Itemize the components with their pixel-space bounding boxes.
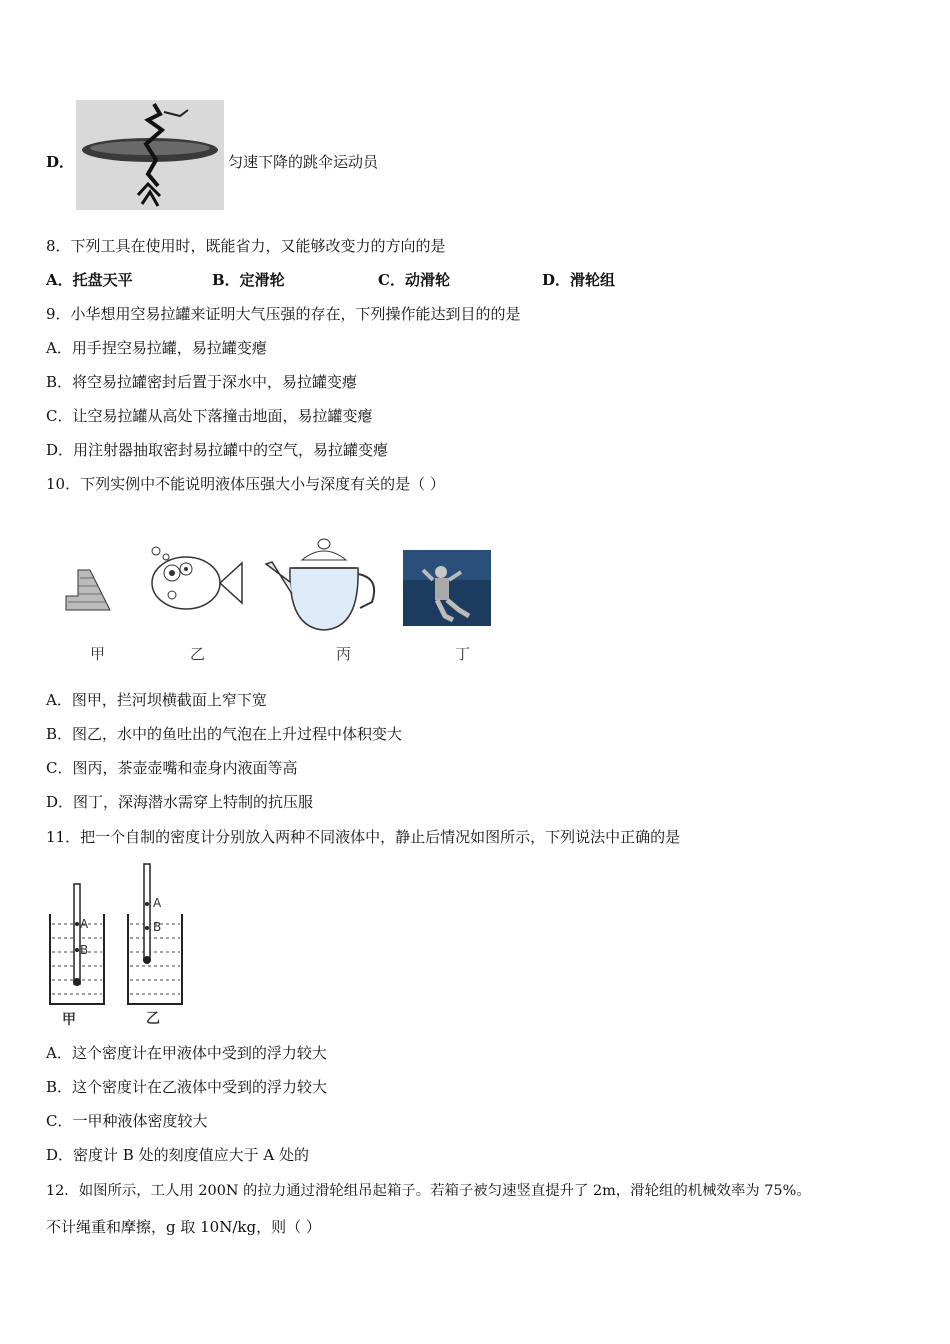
skydiver-image — [76, 100, 224, 210]
q8-stem: 8．下列工具在使用时，既能省力，又能够改变力的方向的是 — [46, 237, 446, 255]
hydrometer-label-a-left: A — [80, 917, 89, 931]
hydrometer-figure — [44, 862, 194, 1030]
q7-option-d-text: 匀速下降的跳伞运动员 — [228, 153, 379, 171]
diver-figure — [403, 550, 491, 626]
hydrometer-caption-yi: 乙 — [146, 1011, 160, 1027]
q9-option-c: C．让空易拉罐从高处下落撞击地面，易拉罐变瘪 — [46, 407, 373, 425]
q10-option-d: D．图丁，深海潜水需穿上特制的抗压服 — [46, 793, 314, 811]
q11-option-c: C．一甲种液体密度较大 — [46, 1112, 208, 1130]
q10-option-a: A．图甲，拦河坝横截面上窄下宽 — [46, 691, 267, 709]
fish-figure — [146, 545, 246, 613]
hydrometer-caption-jia: 甲 — [62, 1012, 76, 1028]
q9-stem: 9．小华想用空易拉罐来证明大气压强的存在，下列操作能达到目的的是 — [46, 305, 521, 323]
q11-option-a: A．这个密度计在甲液体中受到的浮力较大 — [46, 1044, 327, 1062]
caption-jia: 甲 — [90, 645, 106, 663]
q7-option-d-label: D． — [46, 153, 75, 171]
q9-option-b: B．将空易拉罐密封后置于深水中，易拉罐变瘪 — [46, 373, 358, 391]
q8-option-c: C．动滑轮 — [378, 271, 450, 289]
hydrometer-label-b-left: B — [80, 943, 89, 957]
q11-option-d: D．密度计 B 处的刻度值应大于 A 处的 — [46, 1146, 309, 1164]
q9-option-a: A．用手捏空易拉罐，易拉罐变瘪 — [46, 339, 267, 357]
q11-stem: 11．把一个自制的密度计分别放入两种不同液体中，静止后情况如图所示，下列说法中正确的是 — [46, 828, 681, 846]
q8-option-a: A．托盘天平 — [46, 271, 133, 289]
q8-option-d: D．滑轮组 — [542, 271, 616, 289]
q10-option-b: B．图乙，水中的鱼吐出的气泡在上升过程中体积变大 — [46, 725, 403, 743]
q10-stem: 10．下列实例中不能说明液体压强大小与深度有关的是（ ） — [46, 475, 445, 493]
teapot-figure — [262, 538, 382, 634]
hydrometer-label-b-right: B — [153, 920, 162, 934]
dam-figure — [64, 566, 112, 612]
caption-yi: 乙 — [190, 645, 206, 663]
q12-stem-line1: 12．如图所示，工人用 200N 的拉力通过滑轮组吊起箱子。若箱子被匀速竖直提升了 2m，滑轮组的机械效率为 75%。 — [46, 1183, 811, 1199]
hydrometer-label-a-right: A — [153, 896, 162, 910]
q8-option-b: B．定滑轮 — [212, 271, 285, 289]
q10-option-c: C．图丙，茶壶壶嘴和壶身内液面等高 — [46, 759, 298, 777]
caption-bing: 丙 — [336, 645, 352, 663]
q12-stem-line2: 不计绳重和摩擦，g 取 10N/kg，则（ ） — [46, 1218, 321, 1236]
q9-option-d: D．用注射器抽取密封易拉罐中的空气，易拉罐变瘪 — [46, 441, 389, 459]
q11-option-b: B．这个密度计在乙液体中受到的浮力较大 — [46, 1078, 328, 1096]
caption-ding: 丁 — [455, 645, 471, 663]
